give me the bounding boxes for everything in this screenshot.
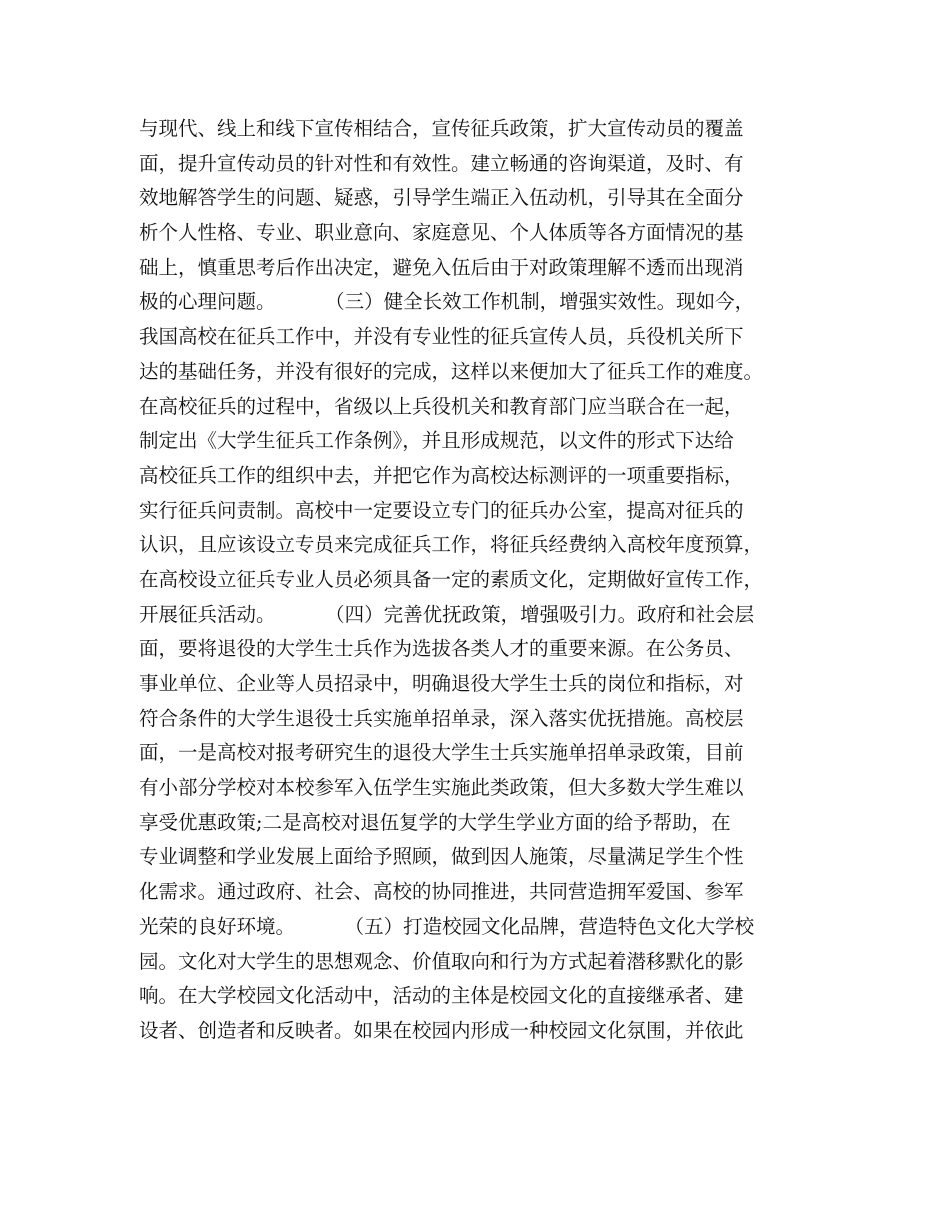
text-line: 专业调整和学业发展上面给予照顾，做到因人施策，尽量满足学生个性 — [139, 845, 744, 869]
text-line: 认识，且应该设立专员来完成征兵工作，将征兵经费纳入高校年度预算， — [139, 533, 764, 557]
body-text — [139, 112, 829, 1049]
text-line: 有小部分学校对本校参军入伍学生实施此类政策，但大多数大学生难以 — [139, 776, 744, 800]
text-line: 设者、创造者和反映者。如果在校园内形成一种校园文化氛围，并依此 — [139, 1018, 744, 1042]
text-line: 化需求。通过政府、社会、高校的协同推进，共同营造拥军爱国、参军 — [139, 880, 744, 904]
text-line: 园。文化对大学生的思想观念、价值取向和行为方式起着潜移默化的影 — [139, 949, 744, 973]
text-line: 开展征兵活动。 （四）完善优抚政策，增强吸引力。政府和社会层 — [139, 602, 755, 626]
text-line: 面，一是高校对报考研究生的退役大学生士兵实施单招单录政策，目前 — [139, 741, 744, 765]
text-line: 享受优惠政策;二是高校对退伍复学的大学生学业方面的给予帮助，在 — [139, 810, 731, 834]
text-line: 在高校设立征兵专业人员必须具备一定的素质文化，定期做好宣传工作， — [139, 567, 764, 591]
text-line: 符合条件的大学生退役士兵实施单招单录，深入落实优抚措施。高校层 — [139, 706, 744, 730]
text-line: 响。在大学校园文化活动中，活动的主体是校园文化的直接继承者、建 — [139, 984, 744, 1008]
text-line: 面，要将退役的大学生士兵作为选拔各类人才的重要来源。在公务员、 — [139, 637, 744, 661]
text-line: 效地解答学生的问题、疑惑，引导学生端正入伍动机，引导其在全面分 — [139, 186, 744, 210]
text-line: 在高校征兵的过程中，省级以上兵役机关和教育部门应当联合在一起， — [139, 394, 744, 418]
text-line: 事业单位、企业等人员招录中，明确退役大学生士兵的岗位和指标，对 — [139, 672, 744, 695]
text-line: 极的心理问题。 （三）健全长效工作机制，增强实效性。现如今， — [139, 290, 755, 314]
text-line: 实行征兵问责制。高校中一定要设立专门的征兵办公室，提高对征兵的 — [139, 498, 744, 522]
text-line: 高校征兵工作的组织中去，并把它作为高校达标测评的一项重要指标， — [139, 463, 744, 487]
text-line: 光荣的良好环境。 （五）打造校园文化品牌，营造特色文化大学校 — [139, 914, 755, 938]
text-line: 面，提升宣传动员的针对性和有效性。建立畅通的咨询渠道，及时、有 — [139, 151, 744, 175]
text-line: 制定出《大学生征兵工作条例》，并且形成规范，以文件的形式下达给 — [139, 429, 734, 453]
text-line: 析个人性格、专业、职业意向、家庭意见、个人体质等各方面情况的基 — [139, 221, 744, 245]
text-line: 我国高校在征兵工作中，并没有专业性的征兵宣传人员，兵役机关所下 — [139, 325, 744, 349]
text-line: 础上，慎重思考后作出决定，避免入伍后由于对政策理解不透而出现消 — [139, 255, 744, 279]
text-line: 与现代、线上和线下宣传相结合，宣传征兵政策，扩大宣传动员的覆盖 — [139, 117, 744, 140]
text-line: 达的基础任务，并没有很好的完成，这样以来便加大了征兵工作的难度。 — [139, 359, 764, 383]
